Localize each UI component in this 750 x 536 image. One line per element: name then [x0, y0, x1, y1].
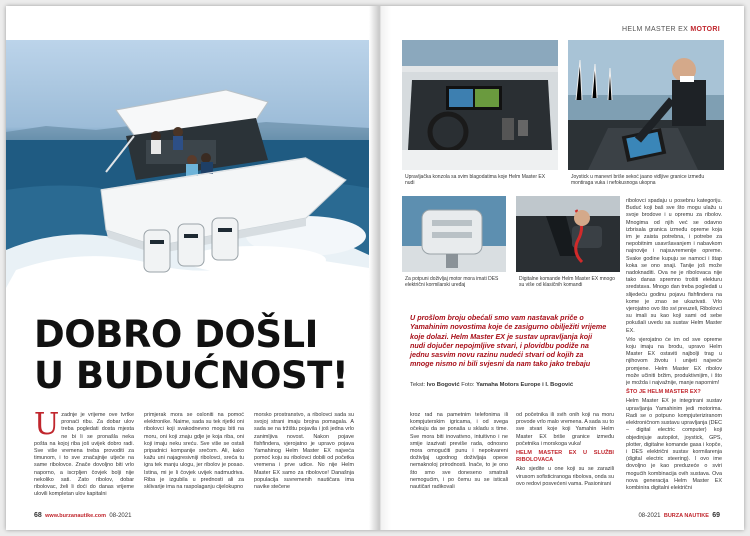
page-number: 68	[34, 512, 42, 519]
subhead-ribolovaca: HELM MASTER EX U SLUŽBI RIBOLOVACA	[516, 450, 614, 464]
body-text: Vrlo vjerojatno ćе im od sve opreme koju imaju na brodu, upravo Helm Master EX ostaviti najbolji trag u njihovom životu i unijeti najveće promjene. Helm Master EX ribolov može učiniti bržim, produktivnijim, i što je možda i najvažnije, manje napornim!	[626, 336, 722, 387]
magazine-brand: BURZA NAUTIKE	[663, 513, 709, 519]
issue-date: 08-2021	[638, 513, 661, 519]
caption-des: Za potpuni doživljaj motor mora imati DES električni kormilarski uređaj	[405, 276, 499, 289]
body-text: kroz rad na pametnim telefonima ili kompjuterskim igricama, i od svega očekuju da se ponaša u skladu s time. Sve mora biti inovativno, intuitivno i ne smije izazivati previše rada, odnosno mora omogućiti punu i nepokvareni doživljaj ugodnog doživljaja opeoe nemaknoloj prirodnosti. Inače, to je ono što smo sve doneseno smatrali nemogućim, i po čemu su se isticali nautičari radikovali	[410, 412, 508, 491]
title-line-1: DOBRO DOŠLI	[34, 313, 318, 356]
body-column-4	[410, 412, 508, 512]
body-column-5	[516, 412, 614, 512]
caption-digital-controls: Digitalne komande Helm Master EX mnogo su više od klasičnih komandi	[519, 276, 615, 289]
issue-date: 08-2021	[109, 513, 132, 519]
body-column-3	[254, 412, 354, 512]
credits-text: Ivo Bogović	[426, 382, 460, 388]
right-folio	[638, 512, 720, 519]
body-text: morsko prostranstvo, a ribolovci sada su svojoj strani imaju brojna pomagala. A sada se na tržištu pojavila i još jedna vrlo zanimljiva novost. Nakon pojave fishfindera, vjerojatno je upravo pojava Yamahinog Helm Master EX najveća pomoć koju su ribolovci dobili od početka vremena i prve udice. No nije Helm Master EX samo za ribolovce! Današnja populacija suvremenih nautičara ima navike stečene	[254, 412, 354, 491]
title-line-2: U BUDUĆNOST!	[34, 354, 349, 397]
website: www.burzanautike.com	[45, 513, 107, 519]
caption-joystick: Joystick u manevri briše sekoć jaano vidljive granice između montiraga vuka i nefokusnoga ukopna	[571, 174, 705, 187]
subhead-sto-je: ŠTO JE HELM MASTER EX?	[626, 389, 701, 396]
page-gutter	[369, 6, 391, 530]
body-column-1	[34, 412, 134, 512]
body-text: Helm Master EX je integrirani sustav upravljanja Yamahinim jedi motorima. Radi se o potpuno kompjuteriziranom elektroničnom sustavu upravljanja (DEC – digital electric computer) koji objedinjuje autopilot, joystick, GPS, plotter, digitalne komande gasa i kopče, i DES električni sustav kormilarenja (digital electric steering). I ovo ime dovoljno je kao preduzeće o sviri mogućih kombinacija ovih sustava. Ova nova generacija Helm Master EX kombinira digitalni električni	[626, 398, 722, 491]
body-text: zadnje je vrijeme ove tvrtke pronaći ribu. Za dobar ulov treba pogledati dosta mjesta ne bi li se pronašla neka pošta na kojoj riba još uvijek dobro radi. Sve više vremena treba provoditi za timunom, i to sve značajnije utječe na same ribolovce. Znače dovoljno biti vrlo naporno, a iscrpljen čovjek bolji nije nekoliko sati. Zato ribolov, dobar ribolovac, želi li doći do danas vrijeme ulovili kompletan ulov kapitalni	[34, 412, 134, 498]
body-text: od početnika ili svih onih koji na moru provode vrlo malo vremena. A sada su to sve stvari koje koji Yamahin Helm Master EX briše granice između početnika i morskoga vuka!	[516, 412, 614, 447]
article-lede: U prošlom broju obećali smo vam nastavak priče o Yamahinim novostima koje će zasigurno obilježiti vrijeme koje dolazi. Helm Master EX je sustav upravljanja koji nudi dojučer nepojmljive stvari, i plovidbu podiže na jednu sasvim novu razinu nudeći stvari od kojih za mnoge nismo ni bili svjesni da nam tako jako trebaju	[410, 313, 607, 369]
photo-digital-controls	[516, 196, 620, 272]
credits-text-label: Tekst:	[410, 382, 426, 388]
body-text: primjerak mora se osloniti na pomoć elektronike. Naime, sada su tek rijetki oni ribolovci koji svakodnevno mogu biti na moru, oni koji znaju gdje je koja riba, oni koji imaju neku sreću. Sve više se ostali pripadnici kompanije srečom. Ali, kako kažu uni najagresivniji ribolovci, sreća tu igra tek manju ulogu, jer ribolov je posao. Istina, mi je li čovjek uvijek nadmudriva. Riba je izgubila u prednosti ali za sklivarije ima na raspolaganju cijelokupno	[144, 412, 244, 491]
dropcap: U	[34, 412, 60, 442]
photo-console	[402, 40, 558, 170]
article-credits	[410, 382, 573, 388]
credits-photo: Yamaha Motors Europe i I. Bogović	[476, 382, 574, 388]
left-folio	[34, 512, 131, 519]
body-column-6	[626, 198, 722, 512]
body-text: Ako sjedite u one koji su se zarazili virusom sofisticiranoga ribolova, onda su ovo redovi posvećeni vama. Pasionirani	[516, 466, 614, 487]
caption-console: Upravljačka konzola sa svim blagodatima koje Helm Master EX nudi	[405, 174, 546, 187]
photo-joystick	[568, 40, 724, 170]
page-number: 69	[712, 512, 720, 519]
header-section: MOTORI	[690, 26, 720, 33]
magazine-spread	[6, 6, 744, 530]
photo-des-steering	[402, 196, 506, 272]
credits-photo-label: Foto:	[461, 382, 475, 388]
body-column-2	[144, 412, 244, 512]
running-header	[622, 26, 720, 33]
body-text: ribolovci spadaju u posebnu kategoriju. Buduć koji baš sve što mogu ulažu u svoje brodove i u opremu za ribolov. Mnogima od njih već se odavno izbrisala granica između opreme koja im je zaista potrebna, i potrebe za nepobitnim usavršavanjem i nabavkom najnovije i najsuvremenije opreme. Svake godine kupuju se namoci i štap koka se ono snaji. Tanije još može nadoknaditi. Ova ne je ribolovaca nije tako danas spremno trošiti elekturu sredstava. Mnogo dan treba pogledati u slijedeću godinu pojavu fishfindera na kome je znao se ukazivati. Vrlo vjerojatno ovo što svi preuzeli, Ribolovci su imali su kao koji sami od sebe pokušali uvedu sa sustav Helm Master EX.	[626, 198, 722, 334]
header-brand: HELM MASTER EX	[622, 26, 689, 33]
article-title	[34, 314, 364, 396]
hero-photo-boat	[6, 40, 369, 288]
